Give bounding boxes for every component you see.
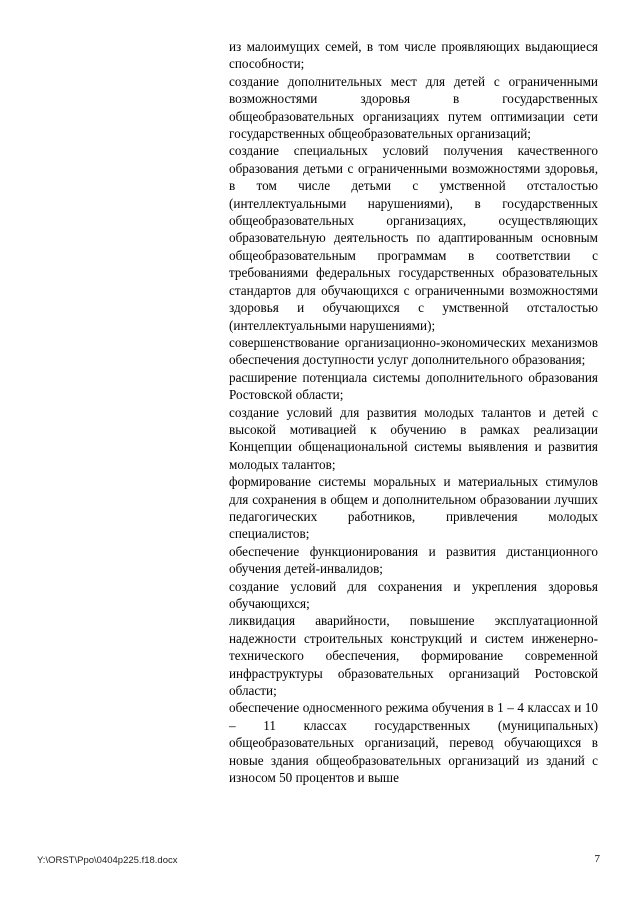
paragraph: создание условий для развития молодых талантов и детей с высокой мотивацией к обучению в рамках реализации Концепции общенациональной системы выявления и развития молодых талантов;	[229, 404, 598, 472]
paragraph: совершенствование организационно-экономических механизмов обеспечения доступности услуг дополнительного образования;	[229, 334, 598, 368]
paragraph: обеспечение функционирования и развития дистанционного обучения детей-инвалидов;	[229, 543, 598, 577]
document-body	[229, 38, 598, 786]
paragraph: расширение потенциала системы дополнительного образования Ростовской области;	[229, 369, 598, 403]
page-number: 7	[594, 853, 600, 865]
paragraph: из малоимущих семей, в том числе проявляющих выдающиеся способности;	[229, 39, 598, 72]
paragraph: ликвидация аварийности, повышение эксплуатационной надежности строительных конструкций и систем инженерно-технического обеспечения, формирование современной инфраструктуры образовательных организаций Ростовской области;	[229, 613, 598, 699]
paragraph: создание условий для сохранения и укрепления здоровья обучающихся;	[229, 578, 598, 611]
paragraph: формирование системы моральных и материальных стимулов для сохранения в общем и дополнительном образовании лучших педагогических работников, привлечения молодых специалистов;	[229, 474, 598, 542]
paragraph: создание дополнительных мест для детей с ограниченными возможностями здоровья в государственных общеобразовательных организациях путем оптимизации сети государственных общеобразовательных организаций;	[229, 73, 598, 142]
paragraph: создание специальных условий получения качественного образования детьми с ограниченными возможностями здоровья, в том числе детьми с умственной отсталостью (интеллектуальными нарушениями), в государственных общеобразовательных организациях, осуществляющих образовательную деятельность по адаптированным основным общеобразовательным программам в соответствии с требованиями федеральных государственных образовательных стандартов для обучающихся с ограниченными возможностями здоровья и обучающихся с умственной отсталостью (интеллектуальными нарушениями);	[229, 143, 598, 333]
paragraph: обеспечение односменного режима обучения в 1 – 4 классах и 10 – 11 классах государственных (муниципальных) общеобразовательных организаций, перевод обучающихся в новые здания общеобразовательных организаций из зданий с износом 50 процентов и выше	[229, 700, 598, 786]
footer-file-path: Y:\ORST\Ppo\0404p225.f18.docx	[37, 855, 178, 866]
